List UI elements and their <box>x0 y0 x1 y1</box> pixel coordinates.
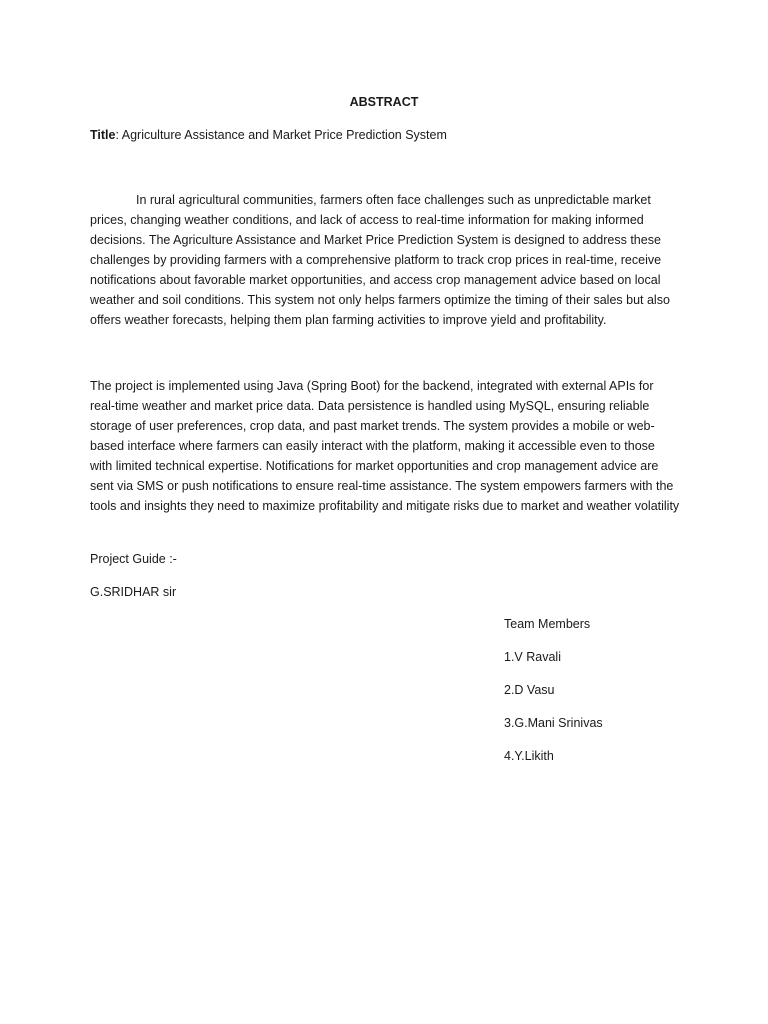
abstract-paragraph-1: In rural agricultural communities, farmers often face challenges such as unpredictable market prices, changing weather conditions, and lack of access to real-time information for making informed decisions. The Agriculture Assistance and Market Price Prediction System is designed to address these challenges by providing farmers with a comprehensive platform to track crop prices in real-time, receive notifications about favorable market opportunities, and access crop management advice based on local weather and soil conditions. This system not only helps farmers optimize the timing of their sales but also offers weather forecasts, helping them plan farming activities to improve yield and profitability. <box>90 193 670 327</box>
project-title-line <box>90 127 690 143</box>
team-member-item: 1.V Ravali <box>504 650 561 664</box>
project-title-text: Agriculture Assistance and Market Price Prediction System <box>118 128 447 142</box>
team-member-item: 2.D Vasu <box>504 683 555 697</box>
team-member-item: 3.G.Mani Srinivas <box>504 716 603 730</box>
title-colon: : <box>115 128 119 142</box>
title-label: Title <box>90 128 116 142</box>
project-guide-label: Project Guide :- <box>90 552 177 566</box>
abstract-heading: ABSTRACT <box>349 95 419 109</box>
project-guide-name: G.SRIDHAR sir <box>90 585 177 599</box>
team-member-item: 4.Y.Likith <box>504 749 554 763</box>
abstract-paragraph-2: The project is implemented using Java (Spring Boot) for the backend, integrated with external APIs for real-time weather and market price data. Data persistence is handled using MySQL, ensuring reliable storage of user preferences, crop data, and past market trends. The system provides a mobile or web-based interface where farmers can easily interact with the platform, making it accessible even to those with limited technical expertise. Notifications for market opportunities and crop management advice are sent via SMS or push notifications to ensure real-time assistance. The system empowers farmers with the tools and insights they need to maximize profitability and mitigate risks due to market and weather volatility <box>90 379 680 513</box>
team-members-label: Team Members <box>504 617 591 631</box>
